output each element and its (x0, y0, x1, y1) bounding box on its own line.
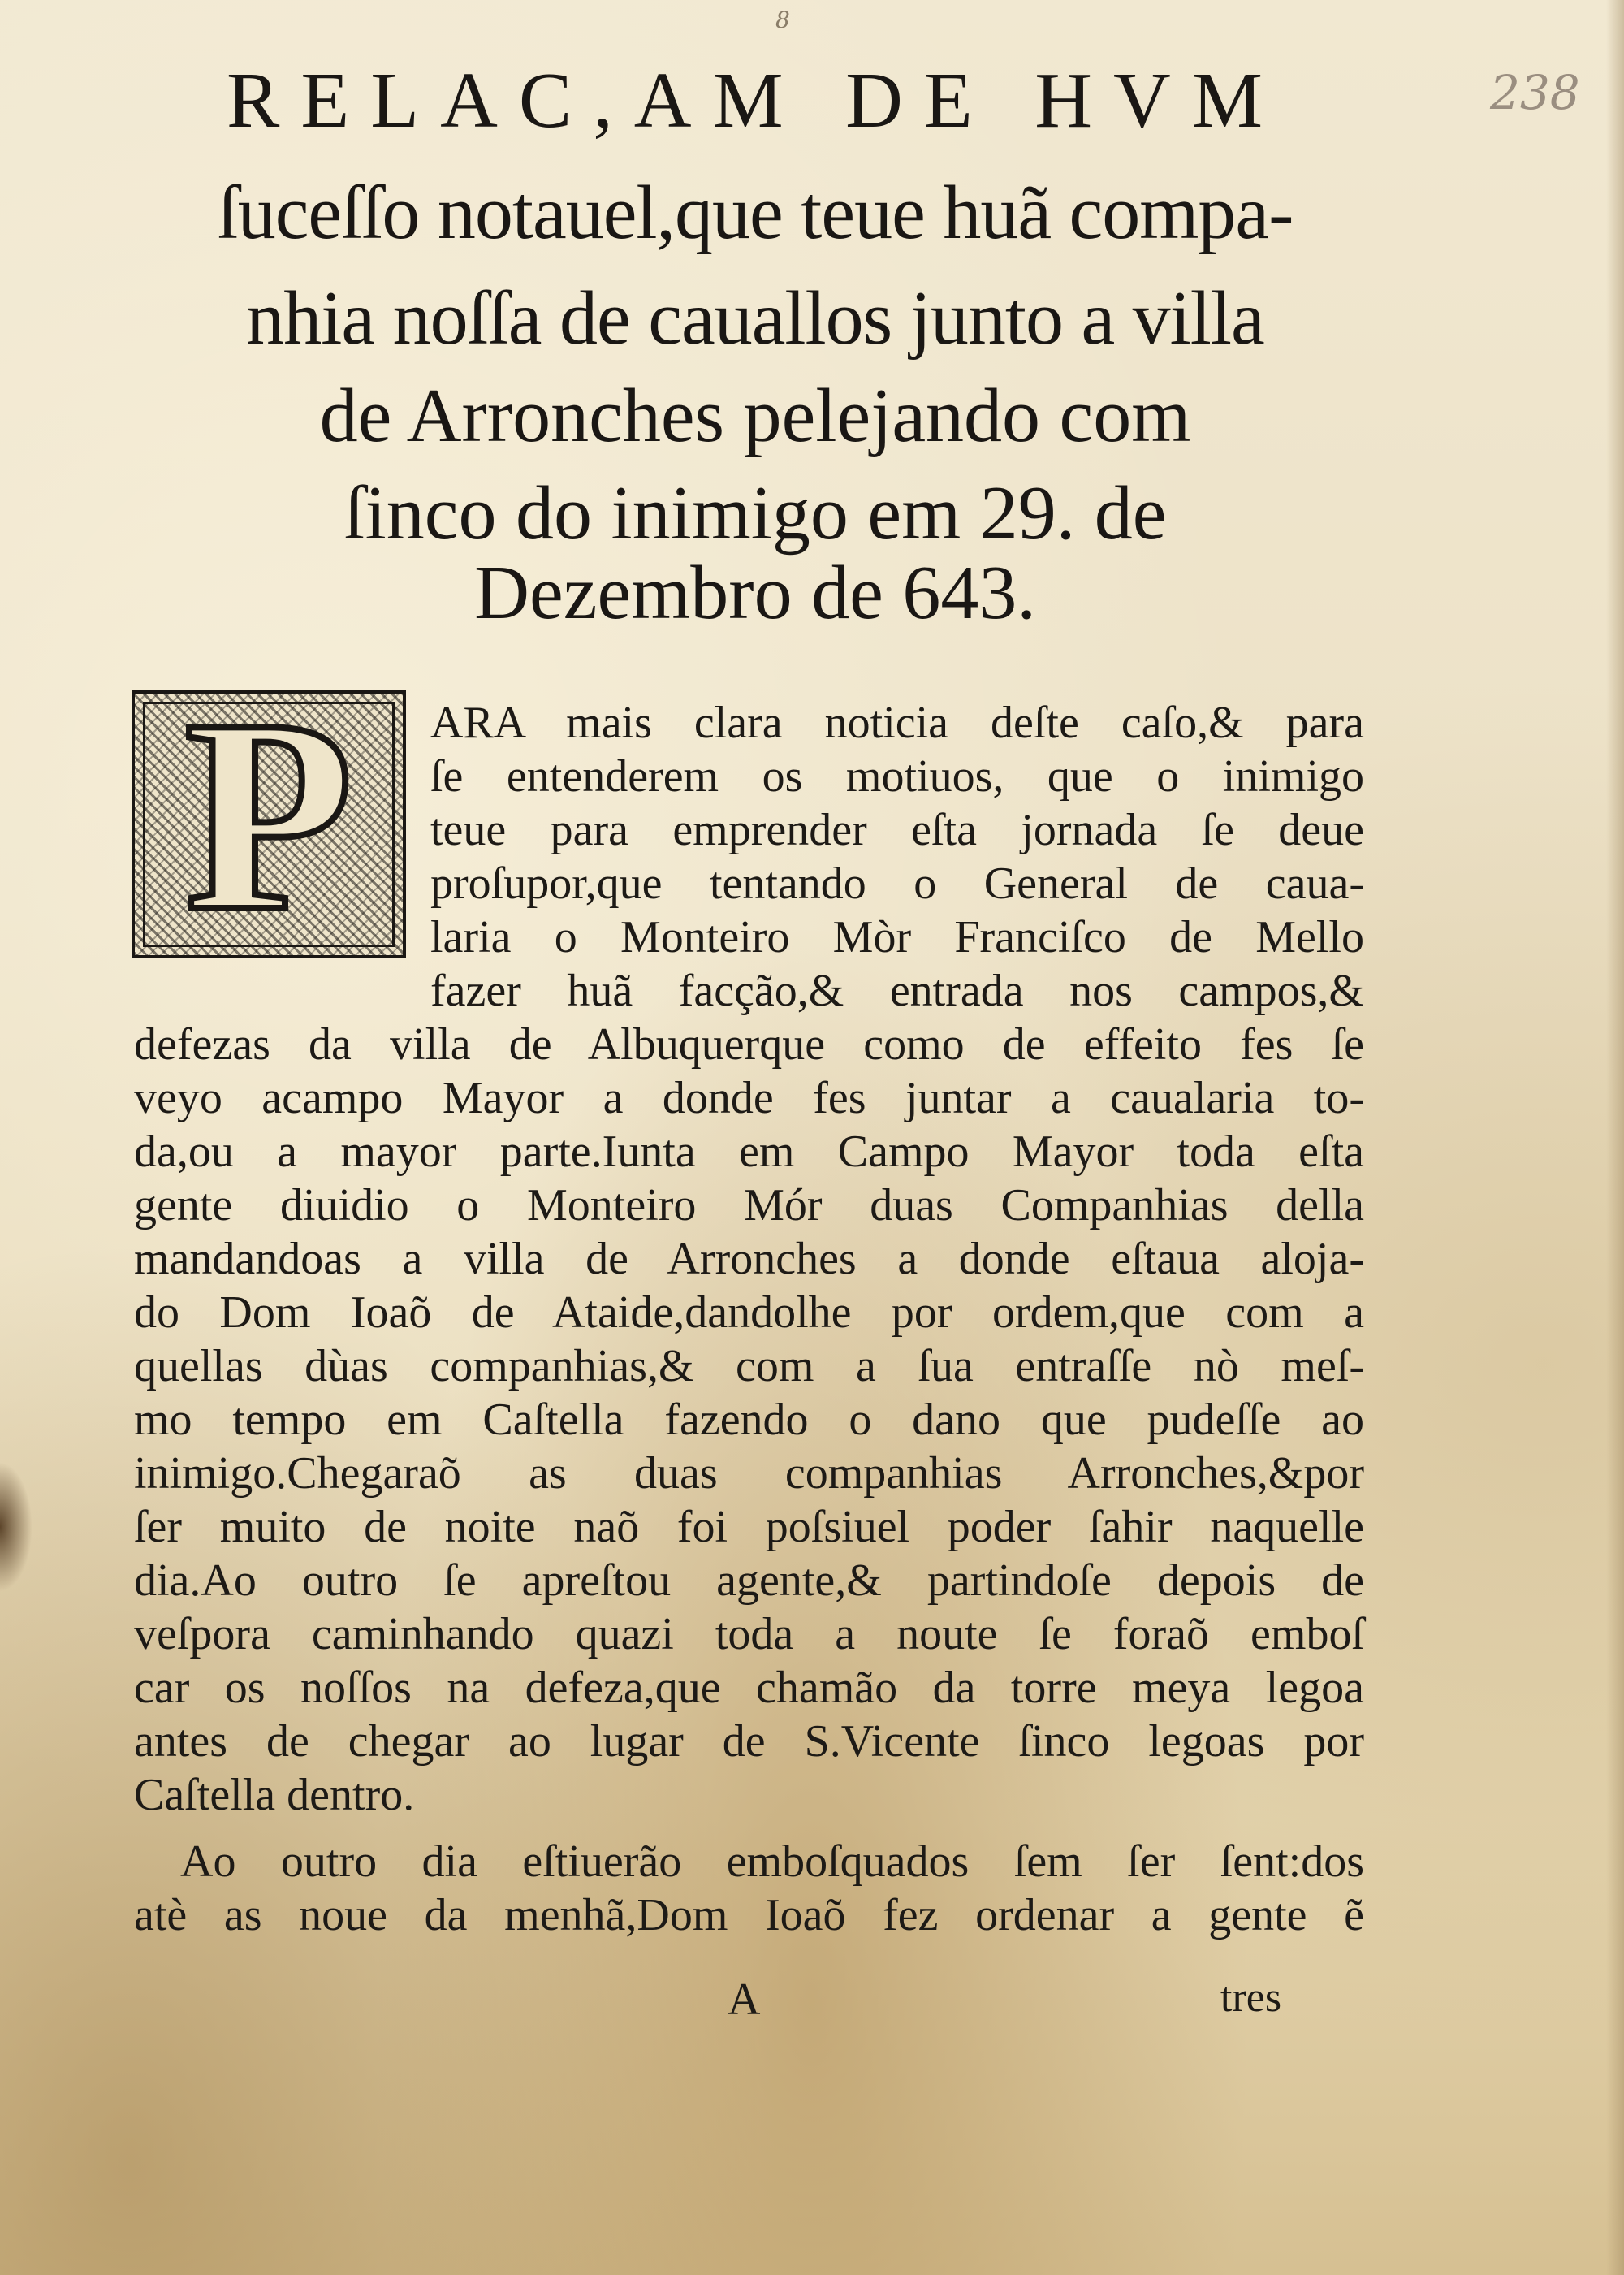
body-line-3: teue para emprender eſta jornada ſe deue (430, 805, 1364, 855)
body-line-16: ſer muito de noite naõ foi poſsiuel poder ſahir naquelle (134, 1502, 1364, 1552)
title-line-6: Dezembro de 643. (474, 551, 1036, 635)
title-line-5: ſinco do inimigo em 29. de (343, 471, 1167, 556)
title-line-4: de Arronches pelejando com (319, 374, 1191, 458)
body-line-17: dia.Ao outro ſe apreſtou agente,& partindoſe depois de (134, 1555, 1364, 1606)
body-line-5: laria o Monteiro Mòr Franciſco de Mello (430, 912, 1364, 962)
body-line-7: defezas da villa de Albuquerque como de effeito fes ſe (134, 1019, 1364, 1070)
body-line-15: inimigo.Chegaraõ as duas companhias Arronches,&por (134, 1448, 1364, 1499)
catchword: tres (1220, 1974, 1282, 2021)
body-line-21: Caſtella dentro. (134, 1770, 415, 1820)
signature-mark: A (728, 1974, 761, 2025)
body-line-13: quellas dùas companhias,& com a ſua entraſſe nò meſ- (134, 1341, 1364, 1391)
signature-mark-top: 8 (775, 6, 790, 33)
body-line-4: proſupor,que tentando o General de caua- (430, 859, 1364, 909)
body-line-12: do Dom Ioaõ de Ataide,dandolhe por ordem,que com a (134, 1287, 1364, 1338)
body-line-11: mandandoas a villa de Arronches a donde eſtaua aloja- (134, 1234, 1364, 1284)
body-line-22: Ao outro dia eſtiuerão emboſquados ſem ſer ſent:dos (180, 1836, 1364, 1887)
body-line-23: atè as noue da menhã,Dom Ioaõ fez ordenar a gente ẽ (134, 1890, 1364, 1940)
page-edge-shadow (1606, 0, 1624, 2275)
body-line-14: mo tempo em Caſtella fazendo o dano que pudeſſe ao (134, 1395, 1364, 1445)
body-line-20: antes de chegar ao lugar de S.Vicente ſinco legoas por (134, 1716, 1364, 1767)
body-line-19: car os noſſos na defeza,que chamão da torre meya legoa (134, 1663, 1364, 1713)
folio-number: 238 (1490, 65, 1580, 120)
body-line-9: da,ou a mayor parte.Iunta em Campo Mayor toda eſta (134, 1127, 1364, 1177)
decorated-initial (132, 690, 406, 958)
body-line-8: veyo acampo Mayor a donde fes juntar a caualaria to- (134, 1073, 1364, 1123)
body-line-2: ſe entenderem os motiuos, que o inimigo (430, 751, 1364, 802)
title-line-2: ſuceſſo notauel,que teue huã compa- (217, 171, 1294, 255)
body-line-6: fazer huã facção,& entrada nos campos,& (430, 966, 1364, 1016)
body-line-18: veſpora caminhando quazi toda a noute ſe foraõ emboſ (134, 1609, 1364, 1659)
body-line-1: ARA mais clara noticia deſte caſo,& para (430, 698, 1364, 748)
body-line-10: gente diuidio o Monteiro Mór duas Companhias della (134, 1180, 1364, 1230)
edge-stain (0, 1462, 32, 1592)
title-line-1: RELAC,AM DE HVM (227, 57, 1284, 145)
initial-letter: P (184, 690, 353, 958)
title-line-3: nhia noſſa de cauallos junto a villa (246, 276, 1264, 361)
